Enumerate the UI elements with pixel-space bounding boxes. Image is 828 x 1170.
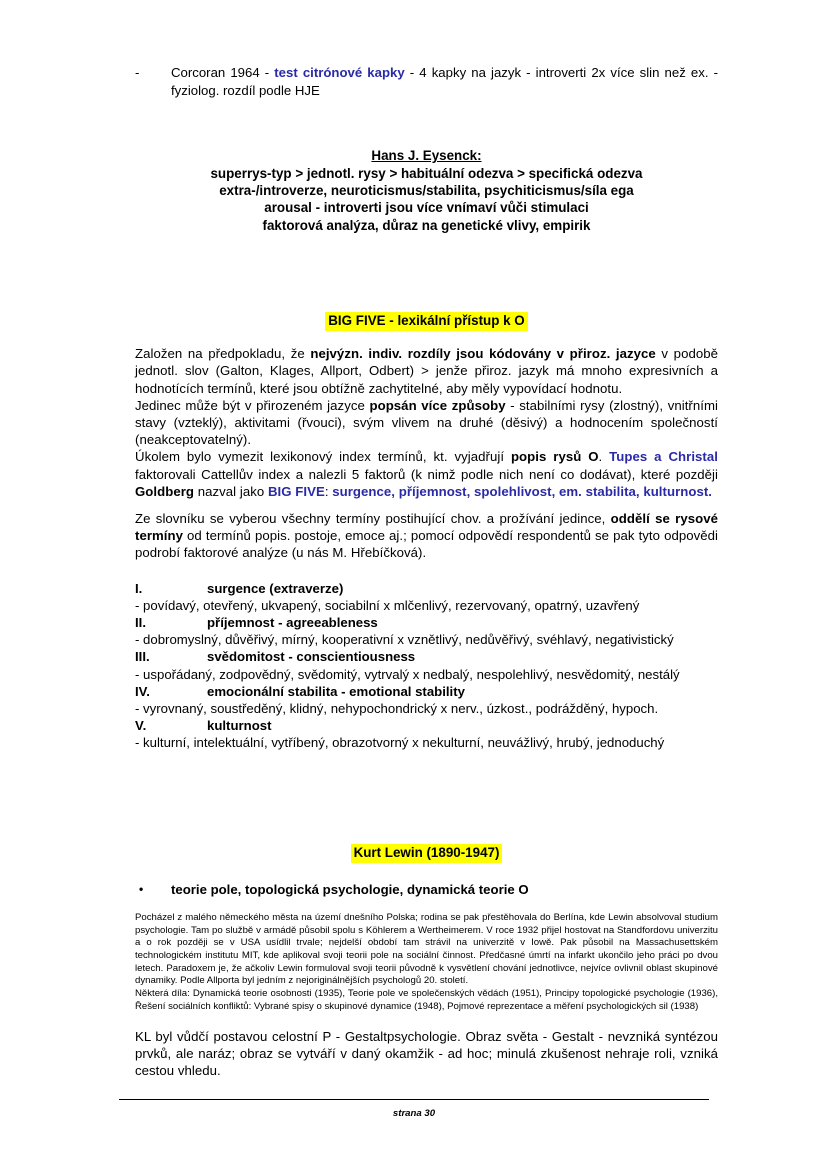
- factor-heading-5: [135, 717, 718, 734]
- lewin-bullet-text: teorie pole, topologická psychologie, dynamická teorie O: [171, 881, 529, 897]
- p2-s1: Jedinec může být v přirozeném jazyce: [135, 397, 370, 413]
- factor-heading-3: [135, 648, 718, 665]
- bigfive-paragraph-4: [135, 510, 718, 562]
- p1-s1: Založen na předpokladu, že: [135, 346, 311, 362]
- bigfive-heading: BIG FIVE - lexikální přístup k O: [325, 312, 527, 331]
- factor-heading-4: [135, 683, 718, 700]
- eysenck-line-1: superrys-typ > jednotl. rysy > habituální odezva > specifická odezva: [210, 165, 643, 181]
- factor-name-2: příjemnost - agreeableness: [207, 615, 378, 631]
- lewin-heading: Kurt Lewin (1890-1947): [351, 844, 503, 863]
- corcoran-part2: - 4 kapky na jazyk - introverti 2x více slin než ex. - fyziolog. rozdíl podle HJE: [171, 65, 718, 98]
- p3-s2: .: [598, 449, 610, 465]
- factor-traits-2: - dobromyslný, důvěřivý, mírný, kooperativní x vznětlivý, nedůvěřivý, svéhlavý, negativistický: [135, 632, 674, 648]
- factor-traits-3: - uspořádaný, zodpovědný, svědomitý, vytrvalý x nedbalý, nespolehlivý, nesvědomitý, nestálý: [135, 666, 680, 682]
- bigfive-paragraph-3: [135, 448, 718, 500]
- factor-traits-4: - vyrovnaný, soustředěný, klidný, nehypochondrický x nerv., úzkost., podrážděný, hypoch.: [135, 701, 659, 717]
- p1-s2: v podobě jednotl. slov (Galton, Klages, Allport, Odbert) > jenže přiroz. jazyk má mnoho expresivních a hodnotících termínů, které jsou obtížně zachytitelné, aby měly vypovídací hodnotu.: [135, 346, 718, 396]
- p4-s1: Ze slovníku se vyberou všechny termíny postihující chov. a prožívání jedince,: [135, 511, 611, 527]
- p4-b1: oddělí se rysové termíny: [135, 511, 718, 544]
- p1-b1: nejvýzn. indiv. rozdíly jsou kódovány v přiroz. jazyce: [310, 346, 656, 362]
- p3-s4: nazval jako: [194, 483, 268, 499]
- p2-s2: - stabilními rysy (zlostný), vnitřními stavy (vzteklý), aktivitami (řvouci), svým vlivem na druhé (děsivý) a hodnocením společností (neakceptovatelný).: [135, 397, 718, 448]
- eysenck-line-2: extra-/introverze, neuroticismus/stabilita, psychiticismus/síla ega: [219, 183, 634, 198]
- page-footer: [119, 1099, 709, 1119]
- factor-numeral-2: II.: [135, 615, 146, 631]
- factor-name-4: emocionální stabilita - emotional stability: [207, 683, 465, 699]
- eysenck-title: Hans J. Eysenck:: [371, 148, 482, 164]
- factor-name-3: svědomitost - conscientiousness: [207, 649, 416, 665]
- factor-heading-2: [135, 614, 718, 631]
- p3-s1: Úkolem bylo vymezit lexikonový index termínů, kt. vyjadřují: [135, 449, 511, 465]
- factor-traits-1: - povídavý, otevřený, ukvapený, sociabilní x mlčenlivý, rezervovaný, opatrný, uzavřený: [135, 597, 640, 613]
- bigfive-factor-list: [135, 580, 718, 752]
- factor-numeral-4: IV.: [135, 683, 150, 699]
- factor-name-1: surgence (extraverze): [207, 580, 344, 596]
- factor-traits-5: - kulturní, intelektuální, vytříbený, obrazotvorný x nekulturní, neuvážlivý, hrubý, jednoduchý: [135, 735, 665, 751]
- p3-b2: Goldberg: [135, 483, 195, 499]
- bigfive-heading-wrap: [135, 312, 718, 331]
- bigfive-paragraph-1: [135, 345, 718, 397]
- eysenck-block: [135, 147, 718, 234]
- eysenck-line-4: faktorová analýza, důraz na genetické vlivy, empirik: [262, 217, 591, 233]
- corcoran-text: [171, 64, 718, 99]
- p3-blue2: BIG FIVE: [267, 483, 325, 499]
- p3-blue1: Tupes a Christal: [609, 449, 718, 465]
- factor-name-5: kulturnost: [207, 718, 272, 734]
- p3-blue3: surgence, příjemnost, spolehlivost, em. stabilita, kulturnost.: [332, 483, 713, 499]
- p2-b1: popsán více způsoby: [369, 397, 506, 413]
- page-content: [135, 64, 718, 1079]
- page-number: strana 30: [392, 1108, 436, 1119]
- lewin-heading-wrap: [135, 844, 718, 863]
- bigfive-paragraph-2: [135, 397, 718, 449]
- lewin-works: Některá díla: Dynamická teorie osobnosti (1935), Teorie pole ve společenských vědách (1951), Principy topologické psychologie (1936), Řešení sociálních konfliktů: Vybrané spisy o skupinové dynamice (1948), Pojmové reprezentace a měření psychologických sil (1938): [135, 988, 718, 1012]
- list-item-corcoran: [135, 64, 718, 99]
- p3-s3: faktorovali Cattellův index a nalezli 5 faktorů (k nimž podle nich není co dodávat), které později: [135, 466, 718, 482]
- factor-numeral-3: III.: [135, 649, 150, 665]
- factor-numeral-1: I.: [135, 580, 143, 596]
- p3-s5: :: [324, 483, 333, 499]
- footer-divider: [119, 1099, 709, 1100]
- lewin-biography: Pocházel z malého německého města na území dnešního Polska; rodina se pak přestěhovala do Berlína, kde Lewin absolvoval studium psychologie. Tam po službě v armádě působil spolu s Köhlerem a Wertheimerem. V roce 1932 přijel hostovat na Standfordovu univerzitu a o rok později se v USA usídlil trvale; nejdelší období tam strávil na univerzitě v Iowě. Pak působil na Massachusettském technologickém institutu MIT, kde aplikoval svoji teorii pole na sociální činnost. Předčasné úmrtí na infarkt ukončilo jeho práci po dvou letech. Paradoxem je, že ačkoliv Lewin formuloval svoji teorii původně k vysvětlení chování jednotlivce, nejvíce ovlivnil oblast skupinové dynamiky. Podle Allporta byl jedním z nejoriginálnějších psychologů 20. století.: [135, 911, 718, 987]
- factor-heading-1: [135, 580, 718, 597]
- list-item-lewin-theories: [135, 881, 718, 898]
- lewin-closing-paragraph: KL byl vůdčí postavou celostní P - Gestaltpsychologie. Obraz světa - Gestalt - nevzniká syntézou prvků, ale naráz; obraz se vytváří v daný okamžik - ad hoc; minulá zkušenost nehraje roli, vzniká cestou vhledu.: [135, 1028, 718, 1078]
- factor-numeral-5: V.: [135, 718, 147, 734]
- p4-s2: od termínů popis. postoje, emoce aj.; pomocí odpovědí respondentů se pak tyto odpovědi podrobí faktorové analýze (u nás M. Hřebíčková).: [135, 528, 718, 561]
- dash-marker: -: [135, 65, 140, 80]
- eysenck-line-3: arousal - introverti jsou více vnímaví vůči stimulaci: [264, 200, 589, 216]
- corcoran-part1: Corcoran 1964 -: [171, 65, 275, 80]
- p3-b1: popis rysů O: [510, 449, 599, 465]
- corcoran-highlight: test citrónové kapky: [274, 65, 405, 80]
- bullet-icon: •: [139, 881, 144, 896]
